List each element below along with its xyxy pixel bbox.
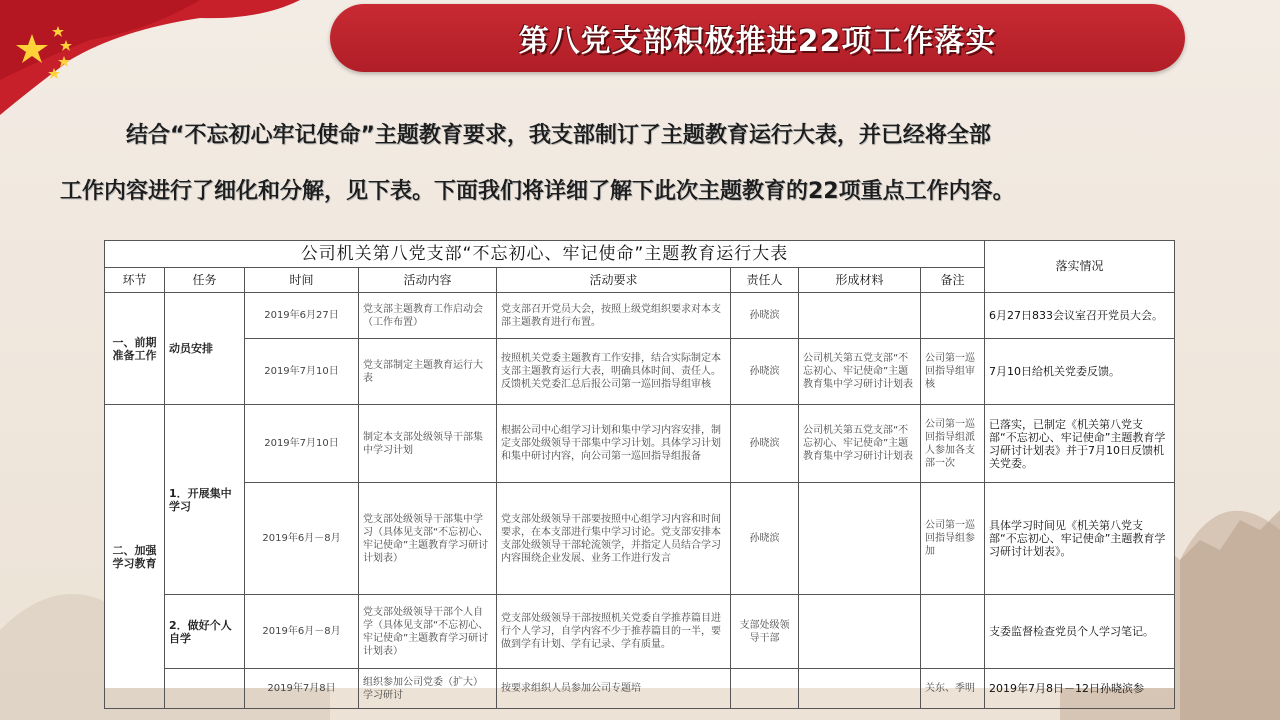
- note-cell: [921, 293, 985, 339]
- requirement-cell: 按照机关党委主题教育工作安排，结合实际制定本支部主题教育运行大表，明确具体时间、责任人。反馈机关党委汇总后报公司第一巡回指导组审核: [497, 339, 731, 405]
- content-cell: 党支部处级领导干部个人自学（具体见支部“不忘初心、牢记使命”主题教育学习研讨计划表）: [359, 595, 497, 669]
- page-title: 第八党支部积极推进22项工作落实: [518, 24, 997, 59]
- result-cell: 已落实，已制定《机关第八党支部“不忘初心、牢记使命”主题教育学习研讨计划表》并于7月10日反馈机关党委。: [985, 405, 1175, 483]
- time-cell: 2019年6月－8月: [245, 595, 359, 669]
- time-cell: 2019年6月－8月: [245, 483, 359, 595]
- table-row: [105, 293, 1175, 339]
- result-cell: 6月27日833会议室召开党员大会。: [985, 293, 1175, 339]
- header-material: 形成材料: [799, 268, 921, 293]
- header-note: 备注: [921, 268, 985, 293]
- table-row: [105, 405, 1175, 483]
- task-cell: 1．开展集中学习: [165, 405, 245, 595]
- requirement-cell: 党支部处级领导干部按照机关党委自学推荐篇目进行个人学习，自学内容不少于推荐篇目的一半，要做到学有计划、学有记录、学有质量。: [497, 595, 731, 669]
- header-content: 活动内容: [359, 268, 497, 293]
- result-cell: 2019年7月8日－12日孙晓滨参: [985, 669, 1175, 709]
- note-cell: 公司第一巡回指导组审核: [921, 339, 985, 405]
- table-row: [105, 339, 1175, 405]
- result-cell: 支委监督检查党员个人学习笔记。: [985, 595, 1175, 669]
- requirement-cell: 党支部处级领导干部要按照中心组学习内容和时间要求，在本支部进行集中学习讨论。党支部安排本支部处级领导干部轮流领学，并指定人员结合学习内容围绕企业发展、业务工作进行发言: [497, 483, 731, 595]
- time-cell: 2019年7月8日: [245, 669, 359, 709]
- time-cell: 2019年7月10日: [245, 339, 359, 405]
- intro-line-2: 工作内容进行了细化和分解，见下表。下面我们将详细了解下此次主题教育的22项重点工作内容。: [60, 179, 1015, 204]
- time-cell: 2019年6月27日: [245, 293, 359, 339]
- content-cell: 组织参加公司党委（扩大）学习研讨: [359, 669, 497, 709]
- requirement-cell: 按要求组织人员参加公司专题培: [497, 669, 731, 709]
- material-cell: [799, 293, 921, 339]
- task-cell: 动员安排: [165, 293, 245, 405]
- time-cell: 2019年7月10日: [245, 405, 359, 483]
- result-cell: 具体学习时间见《机关第八党支部“不忘初心、牢记使命”主题教育学习研讨计划表》。: [985, 483, 1175, 595]
- header-task: 任务: [165, 268, 245, 293]
- content-cell: 党支部主题教育工作启动会（工作布置）: [359, 293, 497, 339]
- material-cell: [799, 595, 921, 669]
- table-row: [105, 595, 1175, 669]
- person-cell: 孙晓滨: [731, 405, 799, 483]
- person-cell: 孙晓滨: [731, 483, 799, 595]
- person-cell: 孙晓滨: [731, 293, 799, 339]
- stage-cell: 一、前期准备工作: [105, 293, 165, 405]
- schedule-table: [104, 240, 1175, 709]
- content-cell: 制定本支部处级领导干部集中学习计划: [359, 405, 497, 483]
- material-cell: [799, 669, 921, 709]
- note-cell: 公司第一巡回指导组派人参加各支部一次: [921, 405, 985, 483]
- note-cell: 公司第一巡回指导组参加: [921, 483, 985, 595]
- result-cell: 7月10日给机关党委反馈。: [985, 339, 1175, 405]
- header-time: 时间: [245, 268, 359, 293]
- header-stage: 环节: [105, 268, 165, 293]
- note-cell: 关东、季明: [921, 669, 985, 709]
- task-cell: [165, 669, 245, 709]
- intro-line-1: 结合“不忘初心牢记使命”主题教育要求，我支部制订了主题教育运行大表，并已经将全部: [126, 123, 991, 148]
- material-cell: 公司机关第五党支部“不忘初心、牢记使命”主题教育集中学习研讨计划表: [799, 405, 921, 483]
- requirement-cell: 根据公司中心组学习计划和集中学习内容安排，制定支部处级领导干部集中学习计划。具体学习计划和集中研讨内容，向公司第一巡回指导组报备: [497, 405, 731, 483]
- content-cell: 党支部处级领导干部集中学习（具体见支部“不忘初心、牢记使命”主题教育学习研讨计划表）: [359, 483, 497, 595]
- title-banner: [330, 4, 1185, 72]
- person-cell: 孙晓滨: [731, 339, 799, 405]
- requirement-cell: 党支部召开党员大会，按照上级党组织要求对本支部主题教育进行布置。: [497, 293, 731, 339]
- intro-paragraph: [60, 108, 1240, 220]
- result-header: 落实情况: [985, 241, 1175, 293]
- table-row: [105, 483, 1175, 595]
- red-flag-decoration: [0, 0, 330, 120]
- task-cell: 2．做好个人自学: [165, 595, 245, 669]
- header-requirement: 活动要求: [497, 268, 731, 293]
- material-cell: [799, 483, 921, 595]
- table-title: 公司机关第八党支部“不忘初心、牢记使命”主题教育运行大表: [105, 241, 985, 268]
- material-cell: 公司机关第五党支部“不忘初心、牢记使命”主题教育集中学习研讨计划表: [799, 339, 921, 405]
- note-cell: [921, 595, 985, 669]
- person-cell: [731, 669, 799, 709]
- stage-cell: 二、加强学习教育: [105, 405, 165, 709]
- header-person: 责任人: [731, 268, 799, 293]
- schedule-table-container: [104, 240, 1174, 701]
- table-row: [105, 669, 1175, 709]
- person-cell: 支部处级领导干部: [731, 595, 799, 669]
- content-cell: 党支部制定主题教育运行大表: [359, 339, 497, 405]
